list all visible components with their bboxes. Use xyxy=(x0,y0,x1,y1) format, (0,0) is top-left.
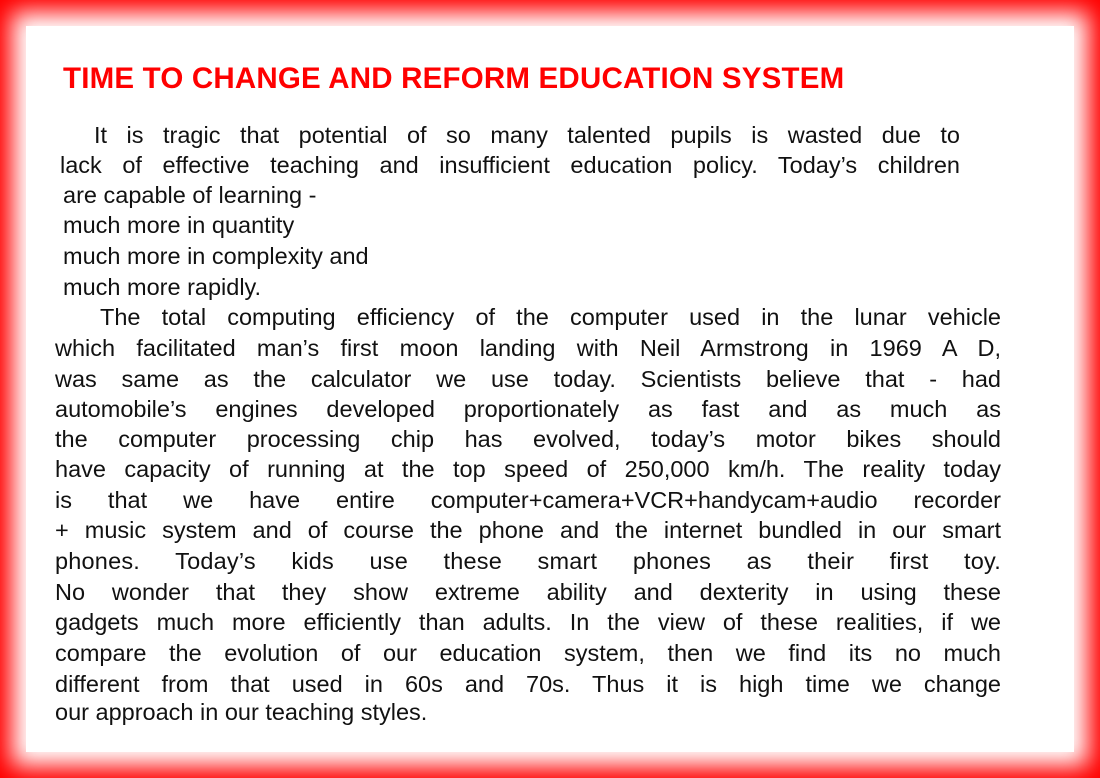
paragraph-2-line-6: have capacity of running at the top speed of 250,000 km/h. The reality today xyxy=(55,456,1001,482)
paragraph-2-line-4: automobile’s engines developed proportionately as fast and as much as xyxy=(55,396,1001,422)
list-item: much more in quantity xyxy=(63,212,295,238)
paragraph-2-line-5: the computer processing chip has evolved, today’s motor bikes should xyxy=(55,426,1001,452)
list-item: much more in complexity and xyxy=(63,243,369,269)
list-item: much more rapidly. xyxy=(63,274,262,300)
paragraph-2-line-7: is that we have entire computer+camera+VCR+handycam+audio recorder xyxy=(55,487,1001,513)
paragraph-2-line-14: our approach in our teaching styles. xyxy=(55,699,428,725)
page-title: TIME TO CHANGE AND REFORM EDUCATION SYSTEM xyxy=(63,62,845,95)
paragraph-1-line-2: lack of effective teaching and insufficient education policy. Today’s children xyxy=(60,152,960,178)
paragraph-1-line-1: It is tragic that potential of so many talented pupils is wasted due to xyxy=(94,122,960,148)
paragraph-2-line-13: different from that used in 60s and 70s. Thus it is high time we change xyxy=(55,671,1001,697)
paragraph-2-line-9: phones. Today’s kids use these smart phones as their first toy. xyxy=(55,548,1001,574)
paragraph-2-line-3: was same as the calculator we use today. Scientists believe that - had xyxy=(55,366,1001,392)
paragraph-2-line-11: gadgets much more efficiently than adults. In the view of these realities, if we xyxy=(55,609,1001,635)
paragraph-2-line-10: No wonder that they show extreme ability and dexterity in using these xyxy=(55,579,1001,605)
paragraph-2-line-8: + music system and of course the phone and the internet bundled in our smart xyxy=(55,517,1001,543)
paragraph-2-line-12: compare the evolution of our education system, then we find its no much xyxy=(55,640,1001,666)
paragraph-2-line-2: which facilitated man’s first moon landing with Neil Armstrong in 1969 A D, xyxy=(55,335,1001,361)
paragraph-2-line-1: The total computing efficiency of the computer used in the lunar vehicle xyxy=(100,304,1001,330)
paragraph-1-line-3: are capable of learning - xyxy=(63,182,317,208)
